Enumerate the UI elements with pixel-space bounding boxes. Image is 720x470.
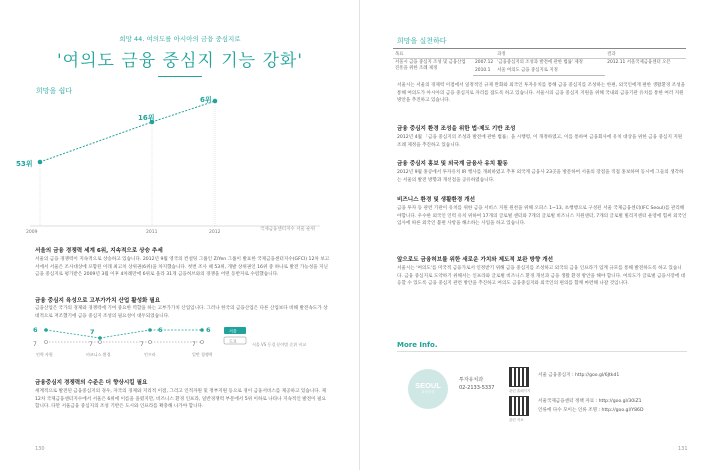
section-label-left: 희망을 쉽다 — [36, 87, 73, 95]
table-cell-date: 2007.12 — [475, 60, 494, 65]
chart1-year-2011: 2011 — [146, 230, 158, 235]
chart2-tokyo-v3: 7 — [140, 341, 144, 348]
table-header-process: 과정 — [495, 49, 605, 59]
chart2-tokyo-p1 — [45, 341, 48, 344]
para-growth: 금융산업은 국가의 경제와 경쟁력에 기여 중요한 역할을 하는 고부가가치 산업입니다. 그러나 한국의 금융산업은 다른 산업보다 비해 발전속도가 상대적으로 저조했기에 금융 중심지 조성의 필요성이 대두되었습니다. — [35, 306, 328, 319]
qr-code-icon[interactable] — [509, 367, 529, 387]
seoul-logo-sub: 희망서울 — [421, 390, 435, 394]
seoul-logo — [408, 369, 448, 409]
seoul-logo-text: SEOUL — [415, 381, 441, 390]
para-promo: 2012년 9월 홍콩에서 투자유치 IR 행사를 개최하였고 추후 외국계 금융사 23곳을 방문하여 서울의 장점을 직접 홍보하며 동시에 그들의 생각하는 서울의 발전 방향과 개선점을 공유하였습니다. — [397, 170, 684, 183]
qr-code-icon[interactable] — [509, 396, 529, 416]
chart2-tokyo-v2: 7 — [89, 341, 93, 348]
table-cell-process: 서울 여의도 금융 중심지로 지정 — [495, 67, 605, 76]
table-cell-process: '금융중심지의 조성과 발전에 관한 법률' 제정 — [497, 60, 583, 65]
chart2-seoul-v2: 7 — [90, 328, 95, 336]
qr-label-docs: 관련 자료 — [509, 418, 524, 422]
chart1-label-2009: 53위 — [16, 160, 33, 168]
qr-label-homepage: 관련 홈페이지 — [509, 389, 531, 393]
chart2-cat-2: 비즈니스 환경 — [86, 352, 111, 357]
contact-phone: 02-2133-5337 — [459, 385, 495, 391]
header-tag: 희망 44. 여의도를 아시아의 금융 중심지로 — [119, 35, 241, 43]
page-number-right: 131 — [678, 446, 688, 452]
heading-support: 금융중심지 경쟁력의 수준은 더 향상시킬 필요 — [35, 380, 148, 386]
chart2-seoul-p2 — [98, 336, 102, 340]
chart2-cat-4: 일반 경쟁력 — [192, 352, 213, 357]
chart1-point-2009 — [38, 160, 43, 165]
page-title: '여의도 금융 중심지 기능 강화' — [56, 51, 304, 71]
para-intro: 서울시는 서울의 경제력 이점에서 일정적인 규제 완화와 외국인 투자유치를 통해 금융 중심지를 조성하는 한편, 외국인에게 편한 생활환경 조성을 통해 여의도가 아시아의 금융 중심지로 자리를 잡도록 하고 있습니다. 서울시의 금융 중심지 지원을 위해 국내외 금융기관 유치를 통한 여러 지원 방안을 추진하고 있습니다. — [397, 83, 686, 104]
para-rank: 서울의 금융 경쟁력이 지속적으로 상승하고 있습니다. 2012년 9월 영국의 컨설팅 그룹인 Z/Yen 그룹이 발표한 국제금융센터지수(GFCI) 12차 보고서에서 서울은 조사대상에 포함된 이래 최고치 상위권(6위)을 차지했습니다. 첫번 조사 때 53위, 개발 상위권인 16위 중 하나로 발전 가능성을 지닌 금융 중심지로 평가받은 2009년 3월 이후 4차례만에 6위로 올라 31개 금융허브와의 경쟁을 어떤 동반자로 수렴했습니다. — [35, 257, 330, 278]
chart2-seoul-p4 — [200, 328, 204, 332]
chart2-seoul-p3 — [148, 328, 152, 332]
chart2-legend-seoul: 서울 — [229, 328, 237, 334]
chart1-line-a — [40, 122, 152, 162]
para-environment: 금융 투자 등 관련 기관이 유치를 위한 금융 서비스 지원 원천을 위해 오피스 1~13, 초행행으로 구성된 서울 국제금융센터(IFC Seoul)를 관리해야합니다. 우수한 외국인 인력 유치 위하여 17개의 글로벌 센터와 7개의 글로벌 비즈니스 지원센터, 7개의 글로벌 빌리지센터 운영에 힘써 외국인 입사에 따른 외국인 불편 사항을 해소하는 사업을 하고 있습니다. — [397, 206, 687, 227]
table-header-goal: 목표 — [393, 49, 473, 59]
history-table — [393, 48, 686, 76]
chart2-seoul-v1: 6 — [33, 326, 38, 334]
chart1-label-2012: 6위 — [200, 96, 212, 104]
contact-info — [459, 376, 494, 392]
rank-line-chart — [16, 92, 330, 242]
table-header-result: 결과 — [605, 49, 686, 59]
section-label-right: 희망을 실천하다 — [397, 37, 447, 45]
heading-environment: 비즈니스 환경 및 생활환경 개선 — [397, 197, 476, 203]
para-future: 서울시는 '여의도'를 미국적 금융가로서 인정받기 위해 금융 중심지를 조성하고 외국의 금융 인프라가 업계 규모를 통해 발전하도록 하고 있습니다. 금융 중심지로 도약하기 위해서는 인프라와 글로벌 비즈니스 환경 개선과 금융 생활 환경 방안을 해야 합니다. 여의도가 글로벌 금융시장에 대응할 수 있도록 금융 중심지 관련 방안을 추진하고 여의도 금융중심지와 외국인의 편의를 함께 마련해 나갈 것입니다. — [397, 266, 686, 287]
heading-growth: 금융 중심지 육성으로 고부가가치 산업 활성화 필요 — [35, 298, 161, 304]
chart1-year-2012: 2012 — [209, 230, 221, 235]
chart2-legend-tokyo: 도쿄 — [229, 338, 237, 344]
chart2-seoul-p1 — [44, 328, 48, 332]
page-number-left: 130 — [35, 446, 45, 452]
heading-legal: 금융 중심지 환경 조성을 위한 법·제도 기반 조성 — [397, 126, 516, 132]
contact-department: 투자유치과 — [459, 377, 484, 383]
chart2-seoul-v4: 6 — [206, 326, 211, 334]
chart2-cat-3: 인프라 — [144, 352, 156, 357]
table-cell-result: 2012.11 서울국제금융센터 오픈 — [607, 60, 671, 65]
chart1-point-2012 — [213, 99, 218, 104]
comparison-chart — [32, 322, 332, 370]
table-cell-goal: 서울시 금융 중심지 조성 및 금융산업 진흥을 위한 조례 제정 — [395, 60, 466, 71]
link-policy[interactable]: 서울국제금융센터 정책 자료 : http://goo.gl/30iZ1 — [538, 399, 642, 404]
chart2-note: 서울 VS 동경 분야별 순위 비교 — [252, 342, 307, 347]
chart2-tokyo-p3 — [149, 341, 152, 344]
chart2-tokyo-p4 — [201, 341, 204, 344]
para-legal: 2012년 4월 「금융 중심지의 조성과 발전에 관한 법률」을 시행령, 이 개정하였고, 이를 통하여 금융회사에 유치 대상을 위한 금융 중심지 지원 조례 제정을 추진하고 있습니다. — [397, 135, 683, 148]
chart2-tokyo-p2 — [99, 341, 102, 344]
chart1-line-b — [152, 101, 215, 122]
para-support: 세계적으로 발전된 금융중심지의 경우, 자국의 경제와 지리적 이점, 그리고 인적자원 및 정부지원 등으로 경이 금융서비스를 제공하고 있습니다. 제12차 국제금융센터지수에서 서울은 6위에 이름을 올렸지만, 비즈니스 환경 인프라, 일반경쟁력 부문에서 5위 이하로 나타나 지속적인 발전이 필요합니다. 다만 서울금융 중심지의 조성 기반은 도시와 인프라를 확충해 나가야 합니다. — [35, 389, 327, 410]
chart2-tokyo-v4: 7 — [192, 341, 196, 348]
link-homepage[interactable]: 서울 금융중심지 : http://goo.gl/6Jtkd1 — [538, 373, 620, 378]
chart2-cat-1: 인력 자원 — [36, 352, 53, 357]
heading-promo: 금융 중심지 홍보 및 외국계 금융사 유치 활동 — [397, 161, 508, 167]
chart1-label-2011: 16위 — [138, 114, 155, 122]
chart1-legend: 국제금융센터지수 서울 순위 — [260, 227, 316, 232]
chart2-tokyo-v1: 7 — [33, 341, 37, 348]
title-rule — [158, 76, 202, 77]
chart1-year-2009: 2009 — [26, 230, 38, 235]
more-info-label: More Info. — [397, 341, 438, 349]
heading-rank: 서울의 금융 경쟁력 세계 6위, 지속적으로 상승 추세 — [35, 248, 163, 254]
chart2-seoul-v3: 6 — [158, 326, 163, 334]
more-info-rule — [397, 351, 687, 352]
table-row — [393, 59, 686, 68]
heading-future: 앞으로도 금융허브를 위한 새로운 가치와 제도적 보완 방향 개선 — [397, 257, 554, 263]
table-cell-date: 2010.1 — [473, 67, 495, 76]
link-extra[interactable]: 인류에 다수 모이는 인류 조명 : http://goo.gl/Y86D — [538, 408, 644, 413]
